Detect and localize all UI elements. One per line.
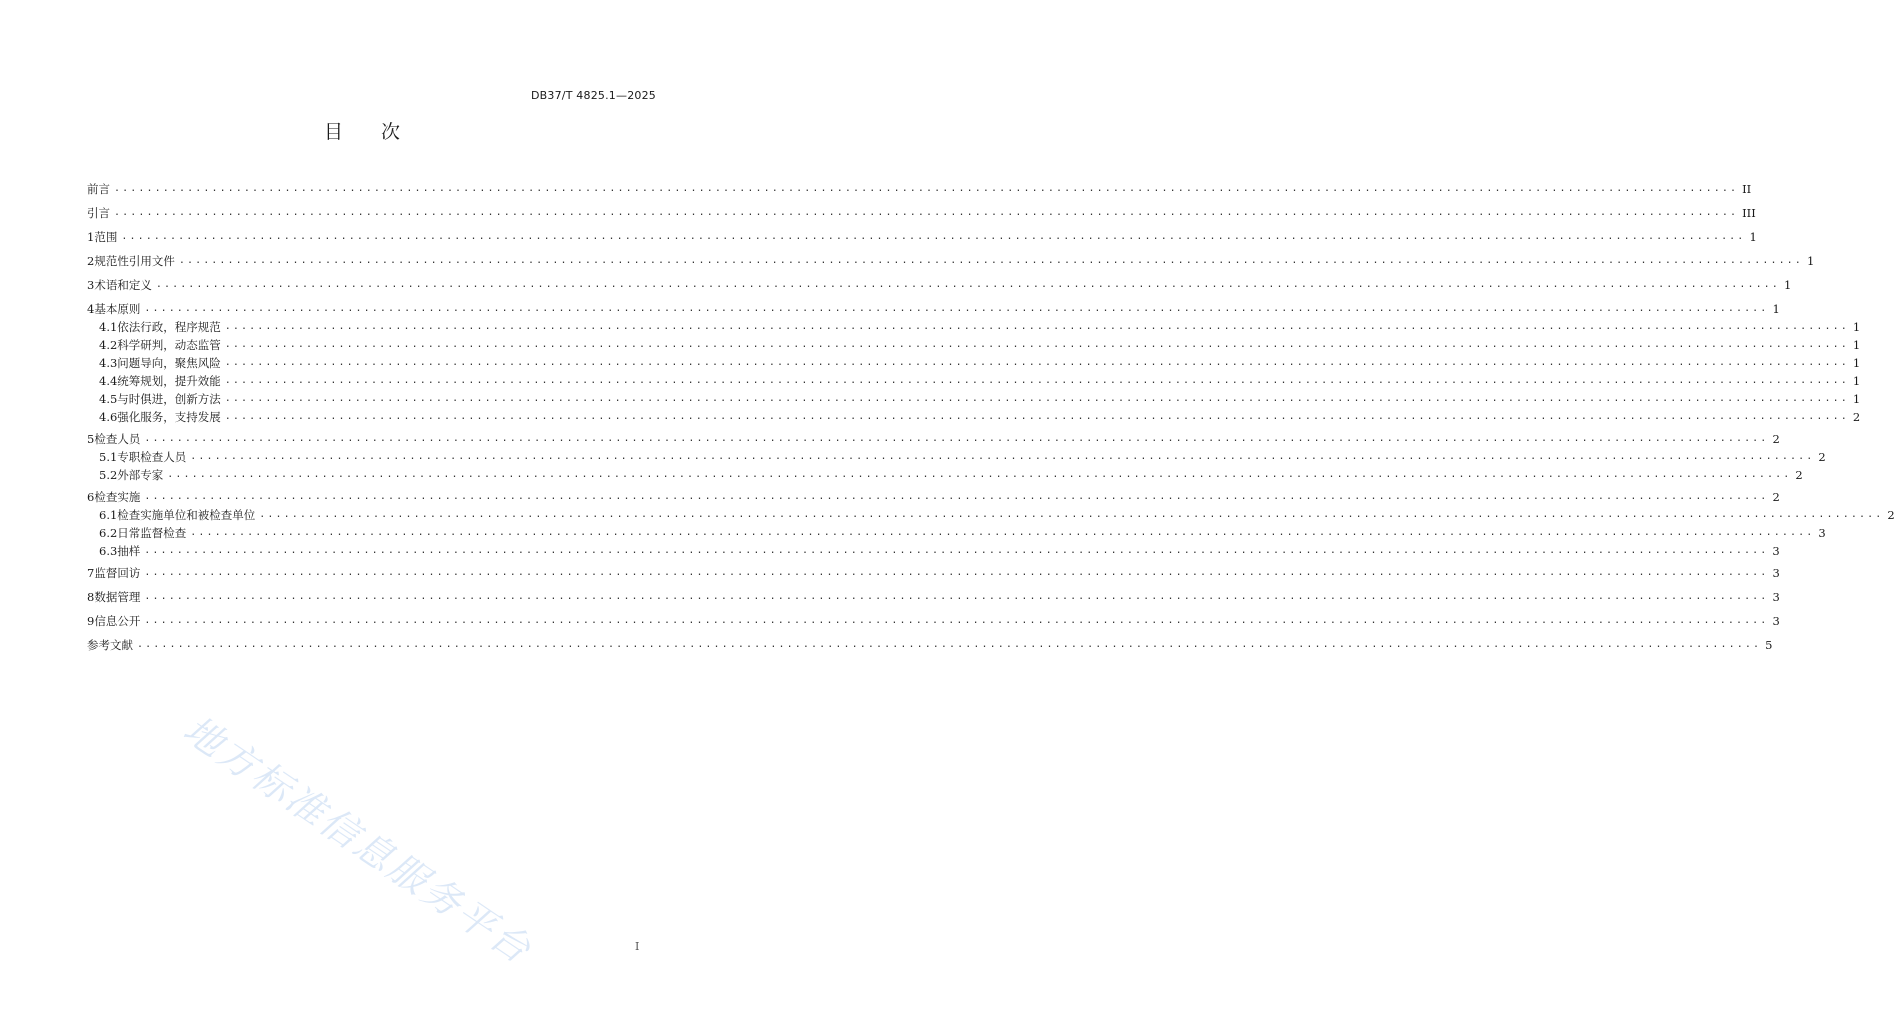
toc-leader-dots: ........................................................................................................................................................................................................ (144, 567, 1769, 578)
toc-leader-dots: ........................................................................................................................................................................................................ (137, 639, 1762, 650)
toc-entry-number: 7 (87, 566, 95, 580)
toc-entry-label: 监督回访 (94, 566, 141, 580)
toc-entry-page: 5 (1765, 638, 1773, 652)
toc-entry-page: 1 (1852, 374, 1861, 388)
watermark: 地方标准信息服务平台 (175, 707, 541, 973)
toc-entry-label: 日常监督检查 (117, 526, 187, 540)
toc-entry-page: 2 (1795, 468, 1803, 482)
toc-entry[interactable] (87, 230, 1757, 244)
toc-entry-number: 8 (87, 590, 95, 604)
toc-entry-number: 4 (87, 302, 95, 316)
toc-entry-label: 规范性引用文件 (94, 254, 175, 268)
title-char-2: 次 (381, 121, 401, 143)
toc-entry[interactable] (87, 254, 1815, 268)
toc-entry-number: 2 (87, 254, 95, 268)
toc-leader-dots: ........................................................................................................................................................................................................ (144, 491, 1769, 502)
toc-entry-label: 范围 (94, 230, 118, 244)
toc-entry[interactable] (87, 356, 1861, 370)
toc-entry-label: 依法行政，程序规范 (117, 320, 221, 334)
toc-leader-dots: ........................................................................................................................................................................................................ (167, 469, 1792, 480)
toc-entry[interactable] (87, 614, 1780, 628)
toc-entry-page: 2 (1772, 490, 1780, 504)
toc-leader-dots: ........................................................................................................................................................................................................ (224, 375, 1849, 386)
toc-entry-label: 外部专家 (117, 468, 164, 482)
toc-entry-page: 3 (1818, 526, 1826, 540)
toc-entry-label: 检查实施 (94, 490, 141, 504)
toc-entry[interactable] (87, 566, 1780, 580)
toc-entry-label: 问题导向，聚焦风险 (117, 356, 221, 370)
toc-leader-dots: ........................................................................................................................................................................................................ (144, 303, 1769, 314)
toc-entry-page: 1 (1772, 302, 1780, 316)
toc-entry[interactable] (87, 182, 1752, 196)
toc-leader-dots: ........................................................................................................................................................................................................ (114, 207, 1739, 218)
toc-entry-number: 4.6 (99, 410, 118, 424)
table-of-contents (87, 182, 1895, 652)
toc-entry-number: 6.3 (99, 544, 118, 558)
toc-entry-page: 3 (1772, 590, 1780, 604)
toc-entry-label: 基本原则 (94, 302, 141, 316)
toc-entry-page: II (1742, 182, 1752, 196)
toc-entry-label: 术语和定义 (94, 278, 152, 292)
toc-entry-number: 4.3 (99, 356, 118, 370)
toc-entry-label: 科学研判，动态监管 (117, 338, 221, 352)
toc-entry-number: 1 (87, 230, 95, 244)
toc-entry-label: 参考文献 (87, 638, 133, 652)
toc-entry-label: 统筹规划，提升效能 (117, 374, 221, 388)
toc-entry-number: 4.1 (99, 320, 118, 334)
toc-entry[interactable] (87, 468, 1803, 482)
toc-entry-page: 1 (1806, 254, 1815, 268)
toc-entry[interactable] (87, 338, 1861, 352)
toc-leader-dots: ........................................................................................................................................................................................................ (190, 527, 1815, 538)
toc-entry-page: 2 (1772, 432, 1780, 446)
toc-entry-label: 与时俱进，创新方法 (117, 392, 221, 406)
toc-entry[interactable] (87, 490, 1780, 504)
toc-leader-dots: ........................................................................................................................................................................................................ (155, 279, 1780, 290)
toc-entry-number: 5 (87, 432, 95, 446)
toc-entry-number: 4.2 (99, 338, 118, 352)
toc-leader-dots: ........................................................................................................................................................................................................ (224, 339, 1849, 350)
toc-entry[interactable] (87, 450, 1826, 464)
toc-leader-dots: ........................................................................................................................................................................................................ (114, 183, 1739, 194)
toc-entry-page: 2 (1818, 450, 1826, 464)
toc-leader-dots: ........................................................................................................................................................................................................ (190, 451, 1815, 462)
toc-leader-dots: ........................................................................................................................................................................................................ (224, 411, 1849, 422)
standard-code: DB37/T 4825.1—2025 (530, 89, 656, 102)
toc-entry-page: 1 (1852, 320, 1861, 334)
toc-entry[interactable] (87, 302, 1780, 316)
toc-leader-dots: ........................................................................................................................................................................................................ (144, 615, 1769, 626)
toc-entry-page: 1 (1783, 278, 1792, 292)
toc-entry-page: 3 (1772, 566, 1780, 580)
toc-entry[interactable] (87, 526, 1826, 540)
toc-entry-label: 信息公开 (94, 614, 141, 628)
toc-entry-number: 5.1 (99, 450, 118, 464)
toc-entry[interactable] (87, 638, 1773, 652)
toc-entry[interactable] (87, 392, 1861, 406)
toc-entry-number: 5.2 (99, 468, 118, 482)
toc-entry-page: 1 (1852, 392, 1861, 406)
toc-entry-page: III (1742, 206, 1756, 220)
title-char-1: 目 (323, 121, 343, 143)
toc-entry[interactable] (87, 320, 1861, 334)
toc-entry-label: 前言 (87, 182, 110, 196)
toc-entry-label: 抽样 (117, 544, 141, 558)
toc-entry-label: 检查人员 (94, 432, 141, 446)
toc-entry-number: 9 (87, 614, 95, 628)
toc-entry-page: 2 (1852, 410, 1861, 424)
toc-entry-page: 2 (1887, 508, 1895, 522)
page-title (0, 117, 724, 144)
toc-leader-dots: ........................................................................................................................................................................................................ (224, 357, 1849, 368)
toc-entry[interactable] (87, 206, 1756, 220)
toc-leader-dots: ........................................................................................................................................................................................................ (144, 433, 1769, 444)
toc-entry-number: 4.4 (99, 374, 118, 388)
toc-entry-number: 4.5 (99, 392, 118, 406)
toc-leader-dots: ........................................................................................................................................................................................................ (144, 591, 1769, 602)
toc-leader-dots: ........................................................................................................................................................................................................ (144, 545, 1769, 556)
toc-entry-number: 3 (87, 278, 95, 292)
toc-entry-label: 检查实施单位和被检查单位 (117, 508, 256, 522)
toc-entry[interactable] (87, 410, 1861, 424)
toc-entry-label: 数据管理 (94, 590, 141, 604)
toc-leader-dots: ........................................................................................................................................................................................................ (259, 509, 1884, 520)
toc-entry[interactable] (87, 590, 1780, 604)
toc-entry-number: 6.1 (99, 508, 118, 522)
toc-entry[interactable] (87, 508, 1895, 522)
toc-entry-label: 引言 (87, 206, 110, 220)
toc-entry-number: 6 (87, 490, 95, 504)
toc-entry-page: 1 (1749, 230, 1757, 244)
toc-entry[interactable] (87, 374, 1861, 388)
toc-leader-dots: ........................................................................................................................................................................................................ (178, 255, 1803, 266)
toc-entry-page: 1 (1852, 338, 1861, 352)
toc-leader-dots: ........................................................................................................................................................................................................ (224, 393, 1849, 404)
toc-entry-page: 1 (1852, 356, 1861, 370)
toc-entry[interactable] (87, 544, 1780, 558)
toc-entry-label: 专职检查人员 (117, 450, 187, 464)
toc-leader-dots: ........................................................................................................................................................................................................ (121, 231, 1746, 242)
toc-leader-dots: ........................................................................................................................................................................................................ (224, 321, 1849, 332)
toc-entry-page: 3 (1772, 544, 1780, 558)
page-number: I (635, 940, 640, 953)
toc-entry[interactable] (87, 432, 1780, 446)
toc-entry-number: 6.2 (99, 526, 118, 540)
toc-entry-label: 强化服务，支持发展 (117, 410, 221, 424)
toc-entry-page: 3 (1772, 614, 1780, 628)
toc-entry[interactable] (87, 278, 1792, 292)
